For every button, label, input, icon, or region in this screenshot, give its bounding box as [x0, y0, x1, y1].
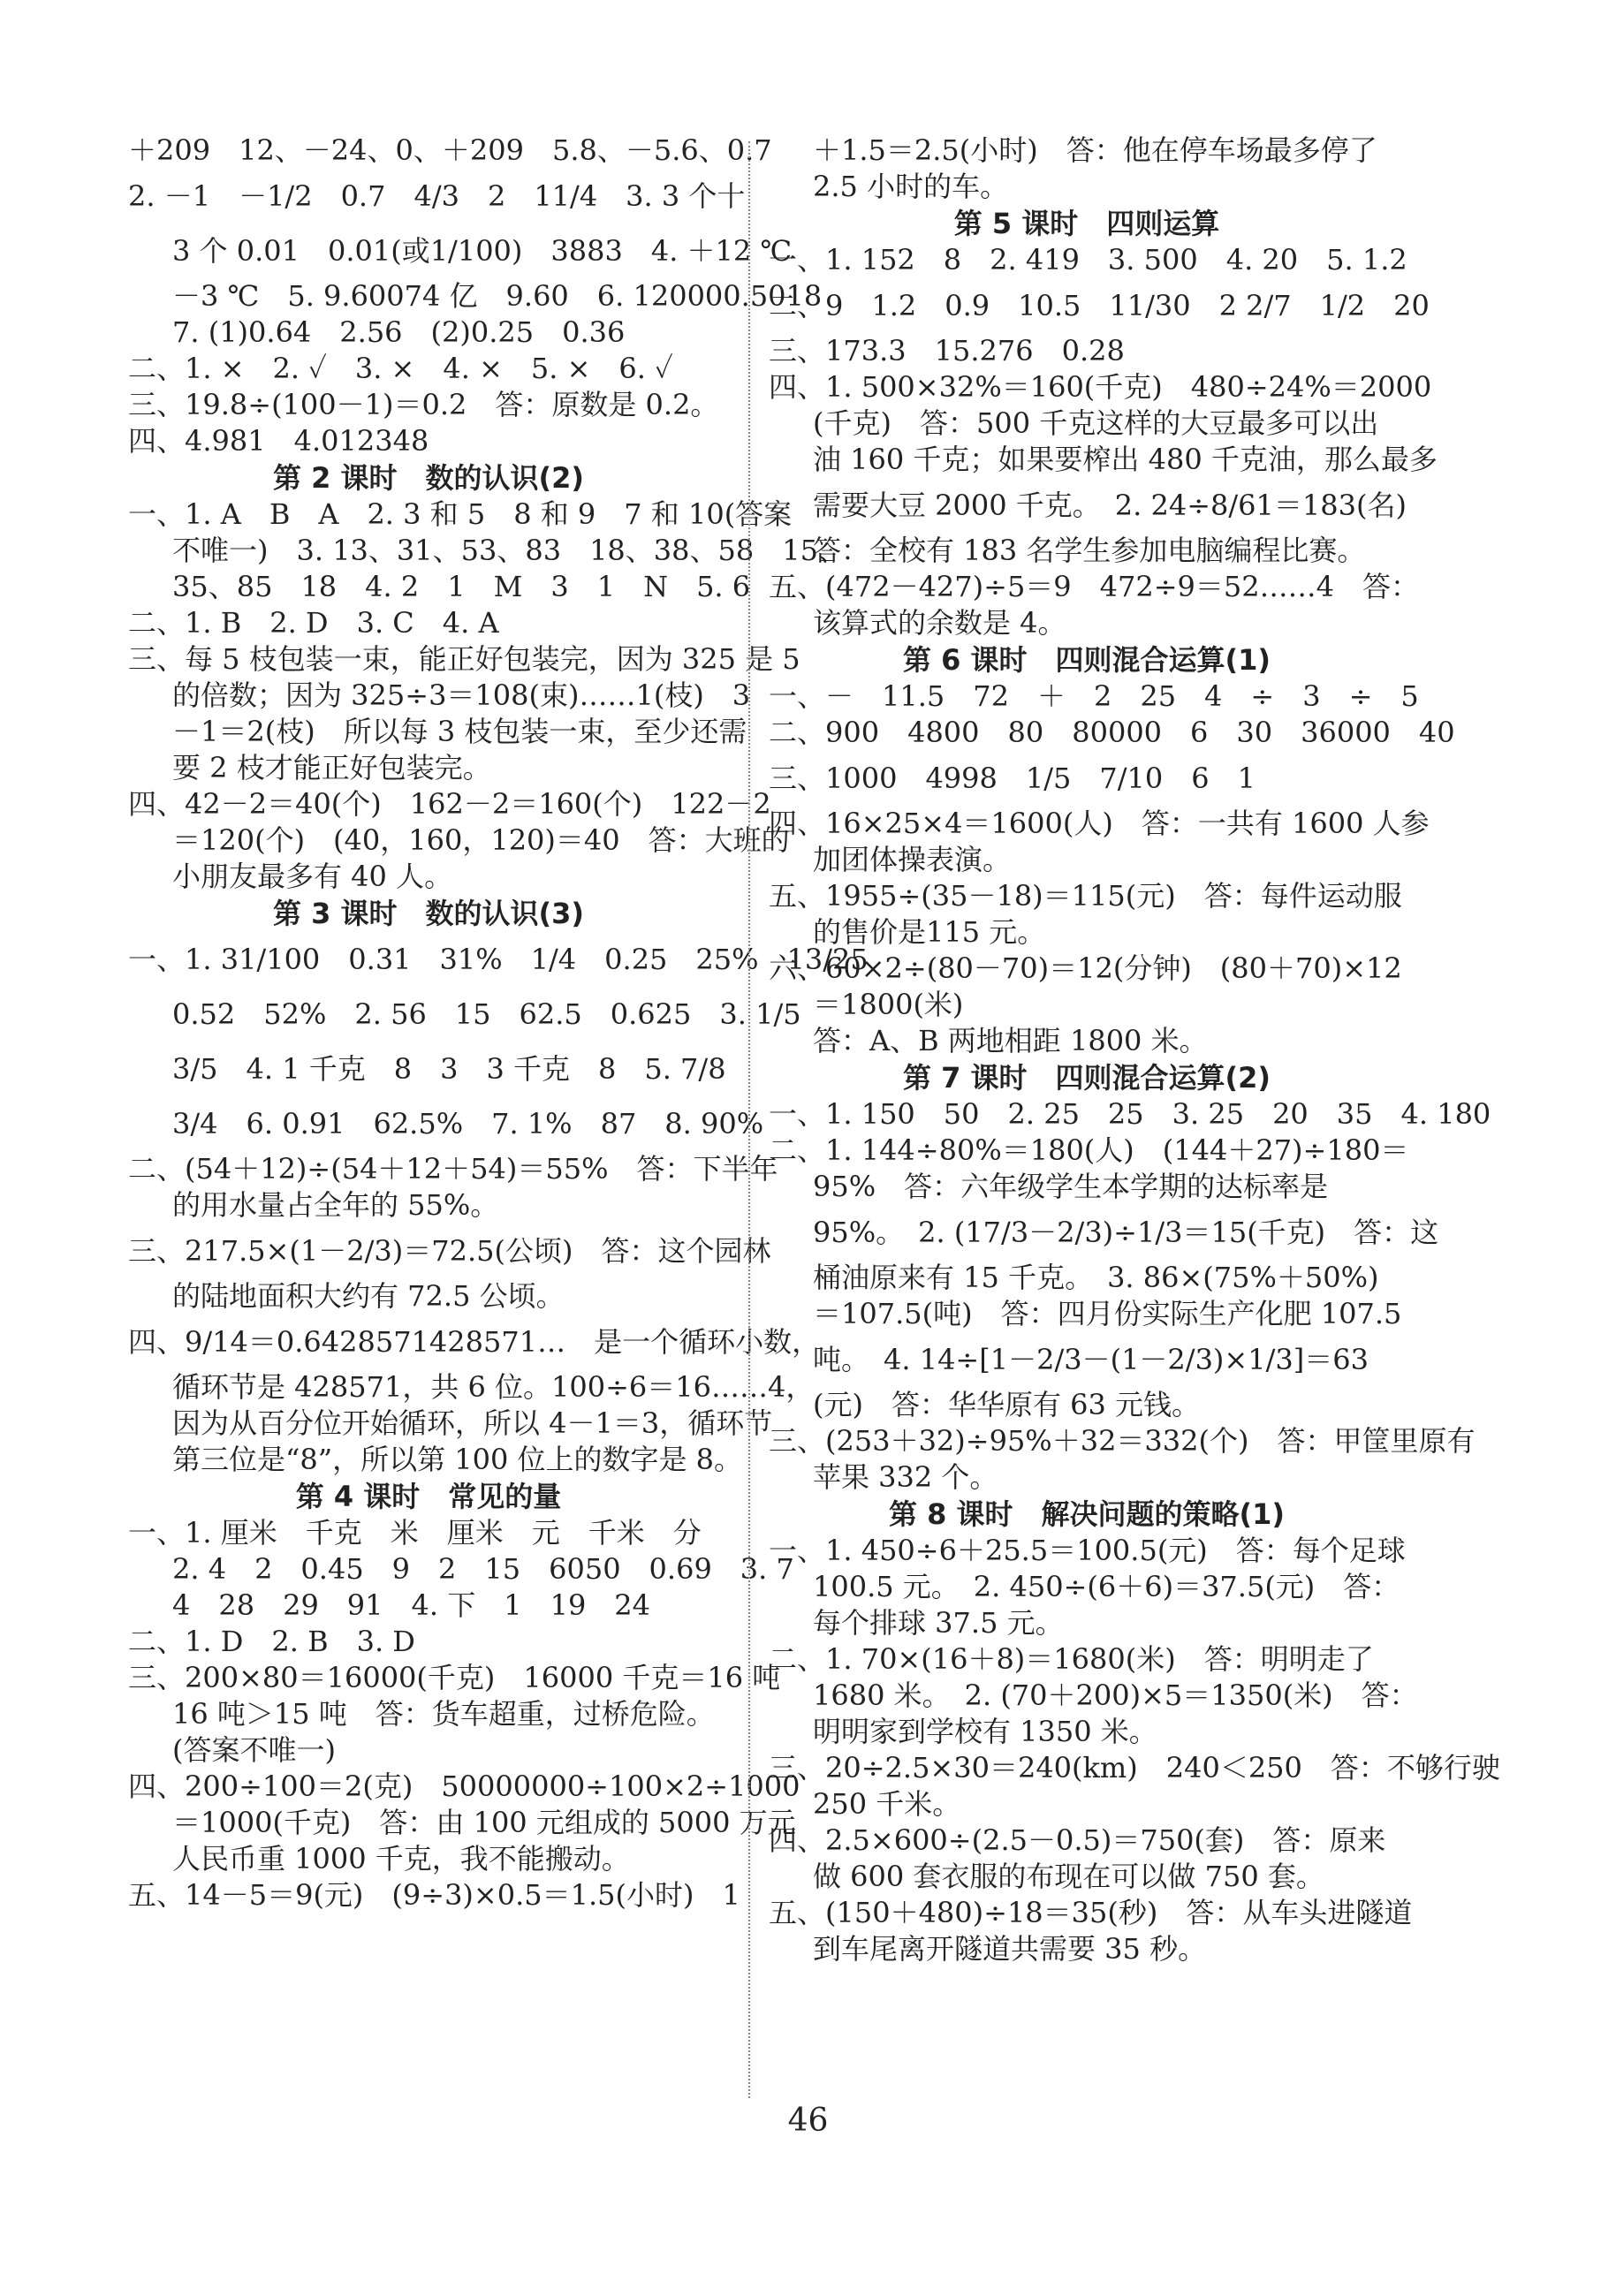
answer-line: 桶油原来有 15 千克。 3. 86×(75%＋50%): [813, 1261, 1379, 1294]
answer-line: 二、900 4800 80 80000 6 30 36000 40: [769, 716, 1455, 749]
answer-line: 四、4.981 4.012348: [128, 424, 429, 458]
answer-line: 一、1. 厘米 千克 米 厘米 元 千米 分: [128, 1516, 702, 1550]
answer-line: 250 千米。: [813, 1787, 961, 1821]
answer-line: 1680 米。 2. (70＋200)×5＝1350(米) 答：: [813, 1678, 1418, 1712]
answer-line: 小朋友最多有 40 人。: [172, 860, 453, 893]
answer-line: 四、200÷100＝2(克) 50000000÷100×2÷1000: [128, 1769, 800, 1803]
answer-line: ＝107.5(吨) 答：四月份实际生产化肥 107.5: [813, 1297, 1402, 1330]
answer-line: 三、19.8÷(100－1)＝0.2 答：原数是 0.2。: [128, 388, 719, 421]
answer-line: 的用水量占全年的 55%。: [172, 1188, 499, 1222]
lesson-heading: 第 2 课时 数的认识(2): [272, 461, 585, 495]
answer-line: 4 28 29 91 4. 下 1 19 24: [172, 1588, 651, 1622]
answer-line: 二、1. B 2. D 3. C 4. A: [128, 606, 499, 640]
lesson-heading: 第 3 课时 数的认识(3): [272, 897, 585, 930]
answer-line: 五、14－5＝9(元) (9÷3)×0.5＝1.5(小时) 1: [128, 1878, 740, 1912]
answer-line: 二、1. × 2. ✓ 3. × 4. × 5. × 6. ✓: [128, 352, 673, 385]
left-column: [128, 133, 869, 1913]
answer-line: 四、9/14＝0.6428571428571… 是一个循环小数，: [128, 1325, 821, 1359]
answer-line: 3/5 4. 1 千克 8 3 3 千克 8 5. 7/8: [172, 1052, 726, 1086]
answer-line: 吨。 4. 14÷[1－2/3－(1－2/3)×1/3]＝63: [813, 1343, 1369, 1376]
answer-line: 16 吨＞15 吨 答：货车超重，过桥危险。: [172, 1697, 715, 1731]
answer-line: 一、1. 31/100 0.31 31% 1/4 0.25 25% 13/25: [128, 943, 869, 976]
answer-line: 因为从百分位开始循环，所以 4－1＝3，循环节: [172, 1406, 773, 1440]
answer-line: ＝120(个) (40，160，120)＝40 答：大班的: [172, 823, 790, 857]
answer-line: 每个排球 37.5 元。: [813, 1606, 1064, 1640]
answer-line: 四、42－2＝40(个) 162－2＝160(个) 122－2: [128, 787, 771, 821]
lesson-heading: 第 7 课时 四则混合运算(2): [902, 1061, 1271, 1095]
answer-line: 加团体操表演。: [813, 843, 1012, 876]
answer-line: 三、173.3 15.276 0.28: [769, 334, 1125, 368]
answer-line: 明明家到学校有 1350 米。: [813, 1715, 1157, 1748]
answer-line: 五、(150＋480)÷18＝35(秒) 答：从车头进隧道: [769, 1896, 1413, 1929]
answer-line: 三、1000 4998 1/5 7/10 6 1: [769, 762, 1256, 795]
answer-line: 不唯一) 3. 13、31、53、83 18、38、58 15、: [172, 534, 846, 567]
lesson-heading: 第 6 课时 四则混合运算(1): [902, 643, 1271, 677]
answer-line: 油 160 千克；如果要榨出 480 千克油，那么最多: [813, 443, 1438, 476]
answer-line: 2. －1 －1/2 0.7 4/3 2 11/4 3. 3 个十: [128, 179, 746, 213]
answer-line: 的陆地面积大约有 72.5 公顷。: [172, 1279, 565, 1313]
answer-line: 人民币重 1000 千克，我不能搬动。: [172, 1842, 630, 1875]
column-divider: [748, 141, 750, 2098]
answer-line: 二、(54＋12)÷(54＋12＋54)＝55% 答：下半年: [128, 1152, 778, 1186]
answer-line: 二、1. 70×(16＋8)＝1680(米) 答：明明走了: [769, 1642, 1374, 1676]
answer-line: 二、1. D 2. B 3. D: [128, 1625, 415, 1658]
answer-line: 四、2.5×600÷(2.5－0.5)＝750(套) 答：原来: [769, 1823, 1386, 1857]
answer-line: 2. 4 2 0.45 9 2 15 6050 0.69 3. 7: [172, 1552, 794, 1586]
answer-line: 的售价是115 元。: [813, 915, 1046, 949]
answer-line: 一、1. A B A 2. 3 和 5 8 和 9 7 和 10(答案: [128, 497, 793, 531]
answer-line: 第三位是“8”，所以第 100 位上的数字是 8。: [172, 1443, 743, 1476]
answer-line: (千克) 答：500 千克这样的大豆最多可以出: [813, 406, 1379, 440]
answer-line: 四、16×25×4＝1600(人) 答：一共有 1600 人参: [769, 807, 1430, 840]
page-number: 46: [787, 2103, 829, 2139]
answer-line: ＋209 12、－24、0、＋209 5.8、－5.6、0.7: [128, 133, 772, 167]
answer-line: 2.5 小时的车。: [813, 170, 1009, 203]
answer-line: 95%。 2. (17/3－2/3)÷1/3＝15(千克) 答：这: [813, 1216, 1439, 1249]
answer-line: 0.52 52% 2. 56 15 62.5 0.625 3. 1/5: [172, 997, 801, 1031]
answer-line: 二、1. 144÷80%＝180(人) (144＋27)÷180＝: [769, 1133, 1409, 1167]
answer-line: 一、－ 11.5 72 ＋ 2 25 4 ÷ 3 ÷ 5: [769, 679, 1419, 713]
answer-line: 3 个 0.01 0.01(或1/100) 3883 4. ＋12 ℃: [172, 234, 793, 268]
answer-line: 35、85 18 4. 2 1 M 3 1 N 5. 6: [172, 570, 751, 603]
right-column: [769, 133, 1500, 1967]
answer-line: 三、20÷2.5×30＝240(km) 240＜250 答：不够行驶: [769, 1751, 1500, 1785]
answer-line: 苹果 332 个。: [813, 1460, 998, 1494]
lesson-heading: 第 5 课时 四则运算: [953, 207, 1220, 240]
answer-line: (元) 答：华华原有 63 元钱。: [813, 1388, 1201, 1421]
lesson-heading: 第 8 课时 解决问题的策略(1): [888, 1497, 1286, 1531]
answer-line: 需要大豆 2000 千克。 2. 24÷8/61＝183(名): [813, 489, 1407, 522]
answer-line: 三、(253＋32)÷95%＋32＝332(个) 答：甲筐里原有: [769, 1424, 1476, 1458]
answer-line: 7. (1)0.64 2.56 (2)0.25 0.36: [172, 315, 626, 349]
answer-line: 做 600 套衣服的布现在可以做 750 套。: [813, 1860, 1324, 1893]
answer-line: 六、60×2÷(80－70)＝12(分钟) (80＋70)×12: [769, 951, 1402, 985]
answer-line: (答案不唯一): [172, 1733, 336, 1767]
answer-line: 一、1. 150 50 2. 25 25 3. 25 20 35 4. 180: [769, 1097, 1491, 1131]
answer-line: 五、1955÷(35－18)＝115(元) 答：每件运动服: [769, 879, 1402, 913]
lesson-heading: 第 4 课时 常见的量: [295, 1480, 562, 1513]
answer-line: ＋1.5＝2.5(小时) 答：他在停车场最多停了: [813, 133, 1377, 167]
answer-line: 的倍数；因为 325÷3＝108(束)……1(枝) 3: [172, 678, 751, 712]
answer-line: 该算式的余数是 4。: [813, 606, 1066, 640]
answer-line: 3/4 6. 0.91 62.5% 7. 1% 87 8. 90%: [172, 1107, 764, 1140]
answer-line: 循环节是 428571，共 6 位。100÷6＝16……4，: [172, 1370, 815, 1404]
answer-line: －1＝2(枝) 所以每 3 枝包装一束，至少还需: [172, 715, 747, 748]
answer-line: 到车尾离开隧道共需要 35 秒。: [813, 1932, 1207, 1966]
answer-line: 一、1. 450÷6＋25.5＝100.5(元) 答：每个足球: [769, 1534, 1406, 1567]
answer-line: 答：A、B 两地相距 1800 米。: [813, 1024, 1208, 1057]
answer-line: 答：全校有 183 名学生参加电脑编程比赛。: [813, 534, 1366, 567]
answer-line: 五、(472－427)÷5＝9 472÷9＝52……4 答：: [769, 570, 1419, 603]
answer-line: 二、9 1.2 0.9 10.5 11/30 2 2/7 1/2 20: [769, 289, 1430, 322]
answer-line: 95% 答：六年级学生本学期的达标率是: [813, 1170, 1329, 1203]
answer-line: 三、200×80＝16000(千克) 16000 千克＝16 吨: [128, 1661, 781, 1694]
answer-line: ＝1800(米): [813, 988, 964, 1021]
answer-line: －3 ℃ 5. 9.60074 亿 9.60 6. 120000.5018: [172, 279, 823, 313]
answer-line: 四、1. 500×32%＝160(千克) 480÷24%＝2000: [769, 370, 1432, 404]
answer-line: 100.5 元。 2. 450÷(6＋6)＝37.5(元) 答：: [813, 1570, 1400, 1603]
answer-line: 要 2 枝才能正好包装完。: [172, 751, 491, 784]
answer-line: 三、217.5×(1－2/3)＝72.5(公顷) 答：这个园林: [128, 1234, 771, 1268]
answer-line: 三、每 5 枝包装一束，能正好包装完，因为 325 是 5: [128, 642, 800, 676]
answer-line: ＝1000(千克) 答：由 100 元组成的 5000 万元: [172, 1806, 796, 1839]
answer-line: 一、1. 152 8 2. 419 3. 500 4. 20 5. 1.2: [769, 243, 1407, 277]
